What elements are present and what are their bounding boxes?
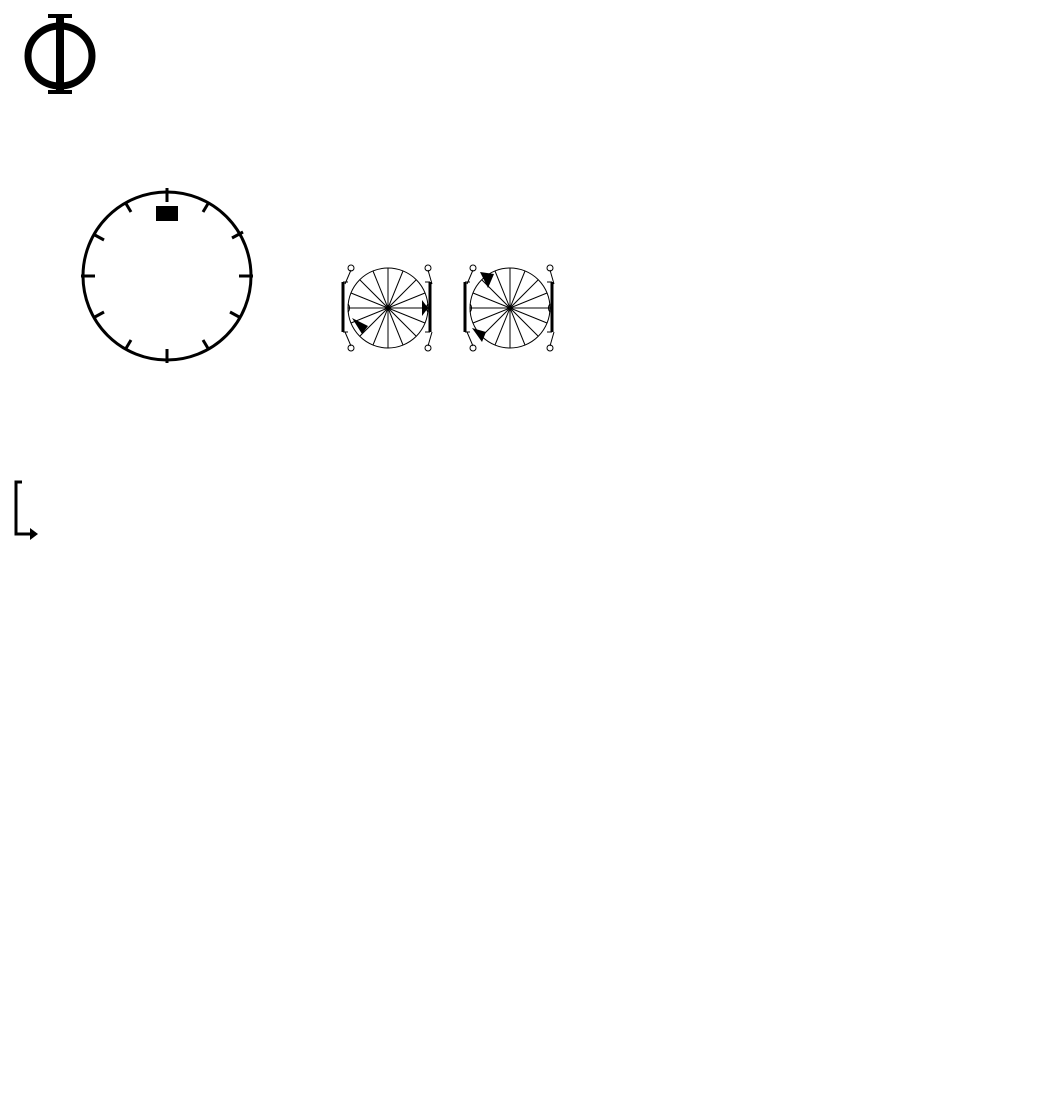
contact-element-1 xyxy=(343,265,432,351)
escutcheon-dial xyxy=(8,150,328,410)
phi-logo-icon xyxy=(20,10,100,95)
contact-diagram xyxy=(336,260,576,360)
contact-element-2 xyxy=(465,265,554,351)
contact-cam-1b xyxy=(422,300,428,316)
contact-cam-1a xyxy=(352,318,368,334)
zero-marker-box xyxy=(156,206,178,221)
contact-cam-2b xyxy=(472,328,486,342)
set-return-arrow-icon xyxy=(12,478,42,548)
logo xyxy=(20,10,440,95)
